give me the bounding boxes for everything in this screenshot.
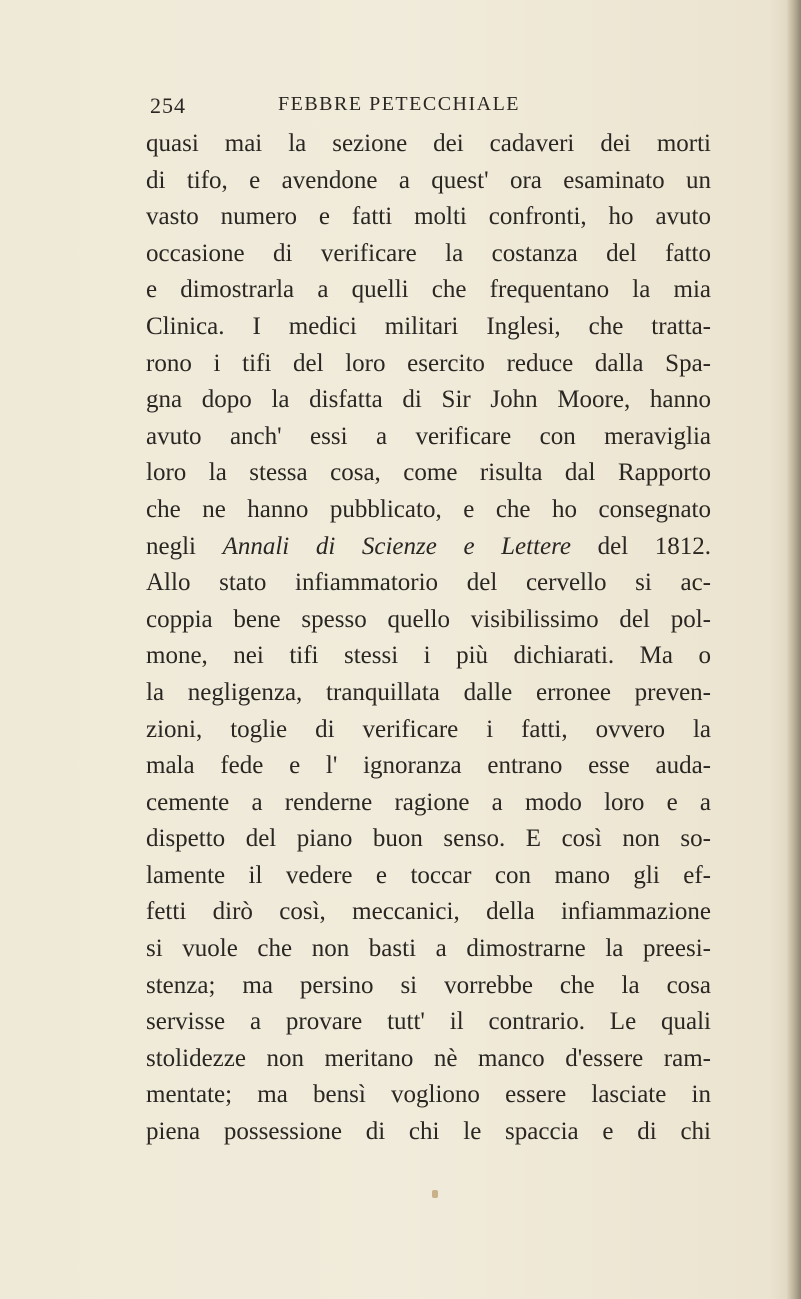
journal-title: Annali di Scienze e Lettere	[222, 532, 572, 560]
text-line: piena possessione di chi le spaccia e di chi	[146, 1118, 711, 1146]
text-line: mentate; ma bensì vogliono essere lasciate in	[146, 1081, 711, 1109]
text-line: la negligenza, tranquillata dalle erronee preven-	[146, 678, 711, 706]
ink-speck	[432, 1190, 438, 1198]
text-line: mone, nei tifi stessi i più dichiarati. Ma o	[146, 642, 711, 670]
text-line: si vuole che non basti a dimostrarne la preesi-	[146, 935, 711, 963]
page-edge-shadow	[787, 0, 801, 1299]
text-line: zioni, toglie di verificare i fatti, ovvero la	[146, 715, 711, 743]
page-number: 254	[150, 93, 186, 118]
text-line: mala fede e l' ignoranza entrano esse auda-	[146, 752, 711, 780]
text-line: quasi mai la sezione dei cadaveri dei morti	[146, 130, 711, 157]
text-line: vasto numero e fatti molti confronti, ho avuto	[146, 203, 711, 231]
text-line: occasione di verificare la costanza del fatto	[146, 239, 711, 267]
text-line: loro la stessa cosa, come risulta dal Rapporto	[146, 459, 711, 487]
running-title: FEBBRE PETECCHIALE	[278, 93, 521, 115]
text-line: Clinica. I medici militari Inglesi, che tratta-	[146, 312, 711, 340]
body-text	[146, 126, 711, 1151]
text-line: e dimostrarla a quelli che frequentano la mia	[146, 276, 711, 304]
text-line: stolidezze non meritano nè manco d'essere ram-	[146, 1044, 711, 1072]
text-line: Allo stato infiammatorio del cervello si ac-	[146, 569, 711, 597]
running-head	[150, 93, 710, 123]
text-line-with-citation	[146, 529, 711, 566]
text-line: rono i tifi del loro esercito reduce dalla Spa-	[146, 349, 711, 377]
text-line: che ne hanno pubblicato, e che ho consegnato	[146, 495, 711, 523]
text-line: coppia bene spesso quello visibilissimo del pol-	[146, 605, 711, 633]
text-line: fetti dirò così, meccanici, della infiammazione	[146, 898, 711, 926]
text-line: avuto anch' essi a verificare con meraviglia	[146, 422, 711, 450]
citation-tail: del 1812.	[571, 532, 711, 560]
text-line: cemente a renderne ragione a modo loro e a	[146, 788, 711, 816]
text-line: di tifo, e avendone a quest' ora esaminato un	[146, 166, 711, 194]
text-line: dispetto del piano buon senso. E così non so-	[146, 825, 711, 853]
citation-lead: negli	[146, 532, 223, 560]
text-line: lamente il vedere e toccar con mano gli ef-	[146, 861, 711, 889]
text-line: stenza; ma persino si vorrebbe che la cosa	[146, 971, 711, 999]
text-line: gna dopo la disfatta di Sir John Moore, hanno	[146, 386, 711, 414]
text-line: servisse a provare tutt' il contrario. Le quali	[146, 1008, 711, 1036]
